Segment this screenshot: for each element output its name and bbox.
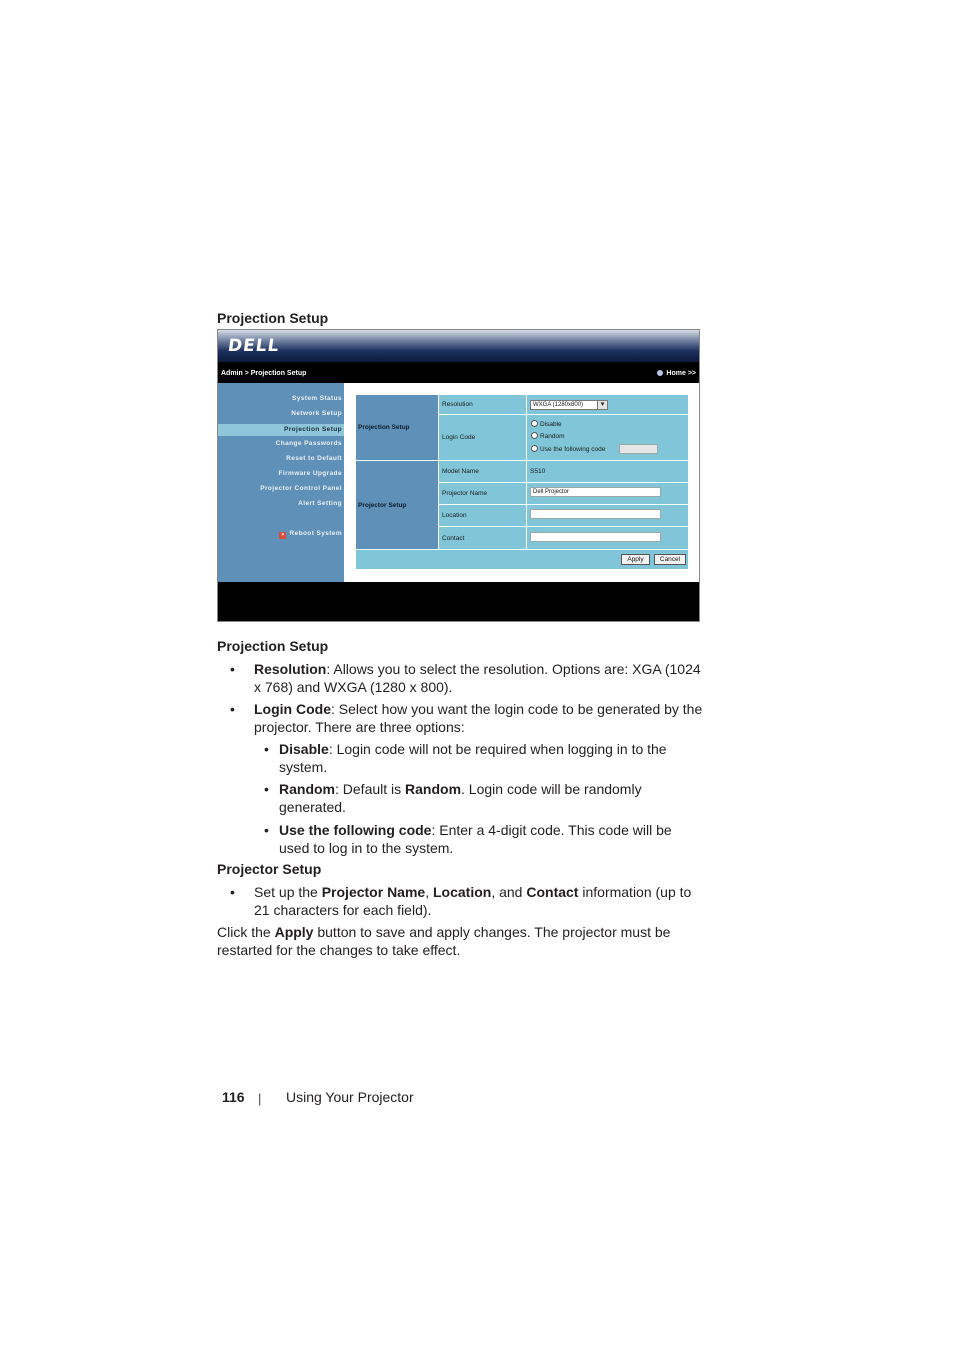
resolution-desc: : Allows you to select the resolution. Options are: XGA (1024 x 768) and WXGA (1280 x 800). <box>254 661 701 695</box>
model-name-label: Model Name <box>439 461 526 482</box>
sidebar-item-firmware-upgrade[interactable]: Firmware Upgrade <box>278 470 342 477</box>
radio-icon <box>531 420 538 427</box>
radio-random-label: Random <box>540 433 565 440</box>
list-item-login-code <box>230 700 710 736</box>
sidebar-item-alert-setting[interactable]: Alert Setting <box>298 500 342 507</box>
footer-separator: | <box>258 1091 262 1106</box>
sidebar-item-reset-default[interactable]: Reset to Default <box>286 455 342 462</box>
section-title: Projection Setup <box>217 310 329 326</box>
random-bold: Random <box>405 781 462 797</box>
sidebar-item-change-passwords[interactable]: Change Passwords <box>275 440 342 447</box>
section-label-projection: Projection Setup <box>356 395 438 460</box>
header-banner <box>218 330 699 362</box>
chevron-down-icon: ▾ <box>597 401 607 409</box>
cancel-button[interactable]: Cancel <box>654 554 686 565</box>
sidebar-item-network-setup[interactable]: Network Setup <box>291 410 342 417</box>
sidebar-item-system-status[interactable]: System Status <box>292 395 342 402</box>
section-label-projector: Projector Setup <box>356 461 438 549</box>
apply-text-b: button to save and apply changes. The projector must be restarted for the changes to take effect. <box>217 924 671 958</box>
resolution-cell <box>527 395 688 414</box>
sidebar <box>218 383 344 582</box>
sublist-item-random <box>264 780 704 816</box>
radio-random[interactable] <box>531 432 565 440</box>
page-number: 116 <box>222 1089 245 1105</box>
list-item-setup <box>230 883 710 919</box>
sidebar-item-projection-setup[interactable]: Projection Setup <box>218 424 344 436</box>
breadcrumb-bar <box>218 369 699 383</box>
list-item-resolution <box>230 660 710 696</box>
use-code-term: Use the following code <box>279 822 432 838</box>
web-admin-screenshot <box>217 329 700 622</box>
contact-cell <box>527 527 688 549</box>
apply-button[interactable]: Apply <box>621 554 650 565</box>
setup-comma: , <box>425 884 433 900</box>
radio-icon <box>531 432 538 439</box>
radio-use-code[interactable] <box>531 445 605 453</box>
random-desc-a: : Default is <box>335 781 406 797</box>
login-code-desc: : Select how you want the login code to be generated by the projector. There are three options: <box>254 701 703 735</box>
bullet-icon: • <box>264 781 269 797</box>
subsection-title-projector: Projector Setup <box>217 861 322 877</box>
sublist-item-disable <box>264 740 704 776</box>
login-code-label: Login Code <box>439 415 526 460</box>
apply-text-a: Click the <box>217 924 275 940</box>
apply-term: Apply <box>274 924 314 940</box>
reboot-icon: × <box>281 532 285 538</box>
sidebar-item-reboot-system[interactable] <box>279 530 342 539</box>
bullet-icon: • <box>264 741 269 757</box>
login-code-options <box>527 415 688 460</box>
radio-use-code-label: Use the following code <box>540 446 606 453</box>
resolution-select[interactable] <box>530 400 608 410</box>
contact-input[interactable] <box>530 532 661 542</box>
apply-paragraph <box>217 923 707 959</box>
disable-desc: : Login code will not be required when logging in to the system. <box>279 741 667 775</box>
home-link[interactable] <box>657 370 696 377</box>
disable-term: Disable <box>279 741 329 757</box>
setup-term-location: Location <box>432 884 492 900</box>
breadcrumb: Admin > Projection Setup <box>221 370 307 377</box>
subsection-title-projection: Projection Setup <box>217 638 329 654</box>
bullet-icon: • <box>264 822 269 838</box>
sublist-item-use-code <box>264 821 704 857</box>
projection-setup-form <box>356 395 688 569</box>
dell-logo: DELL <box>226 336 281 356</box>
reboot-label: Reboot System <box>289 530 342 537</box>
home-icon <box>657 370 663 376</box>
bullet-icon: • <box>230 884 235 900</box>
button-row <box>356 550 688 569</box>
radio-disable[interactable] <box>531 420 562 428</box>
resolution-term: Resolution <box>254 661 327 677</box>
main-content <box>344 383 699 582</box>
use-code-desc: : Enter a 4-digit code. This code will be used to log in to the system. <box>279 822 672 856</box>
random-term: Random <box>279 781 335 797</box>
projector-name-label: Projector Name <box>439 483 526 504</box>
setup-term-contact: Contact <box>526 884 579 900</box>
random-desc-b: . Login code will be randomly generated. <box>279 781 642 815</box>
radio-disable-label: Disable <box>540 421 562 428</box>
login-code-input[interactable] <box>619 444 658 454</box>
sidebar-item-projector-control-panel[interactable]: Projector Control Panel <box>260 485 342 492</box>
radio-icon <box>531 445 538 452</box>
contact-label: Contact <box>439 527 526 549</box>
location-input[interactable] <box>530 509 661 519</box>
projector-name-input[interactable]: Dell Projector <box>530 487 661 497</box>
bullet-icon: • <box>230 701 235 717</box>
footer-section-name: Using Your Projector <box>286 1089 414 1105</box>
resolution-value: WXGA (1280x800) <box>533 401 584 408</box>
location-cell <box>527 505 688 526</box>
bullet-icon: • <box>230 661 235 677</box>
setup-term-name: Projector Name <box>321 884 426 900</box>
footer-bar <box>218 582 699 622</box>
setup-text-b: information (up to 21 characters for each field). <box>254 884 692 918</box>
model-name-value: S510 <box>527 461 688 482</box>
setup-and: , and <box>491 884 527 900</box>
resolution-label: Resolution <box>439 395 526 414</box>
login-code-term: Login Code <box>254 701 331 717</box>
setup-text-a: Set up the <box>254 884 322 900</box>
projector-name-cell <box>527 483 688 504</box>
location-label: Location <box>439 505 526 526</box>
home-link-label: Home >> <box>666 370 696 377</box>
